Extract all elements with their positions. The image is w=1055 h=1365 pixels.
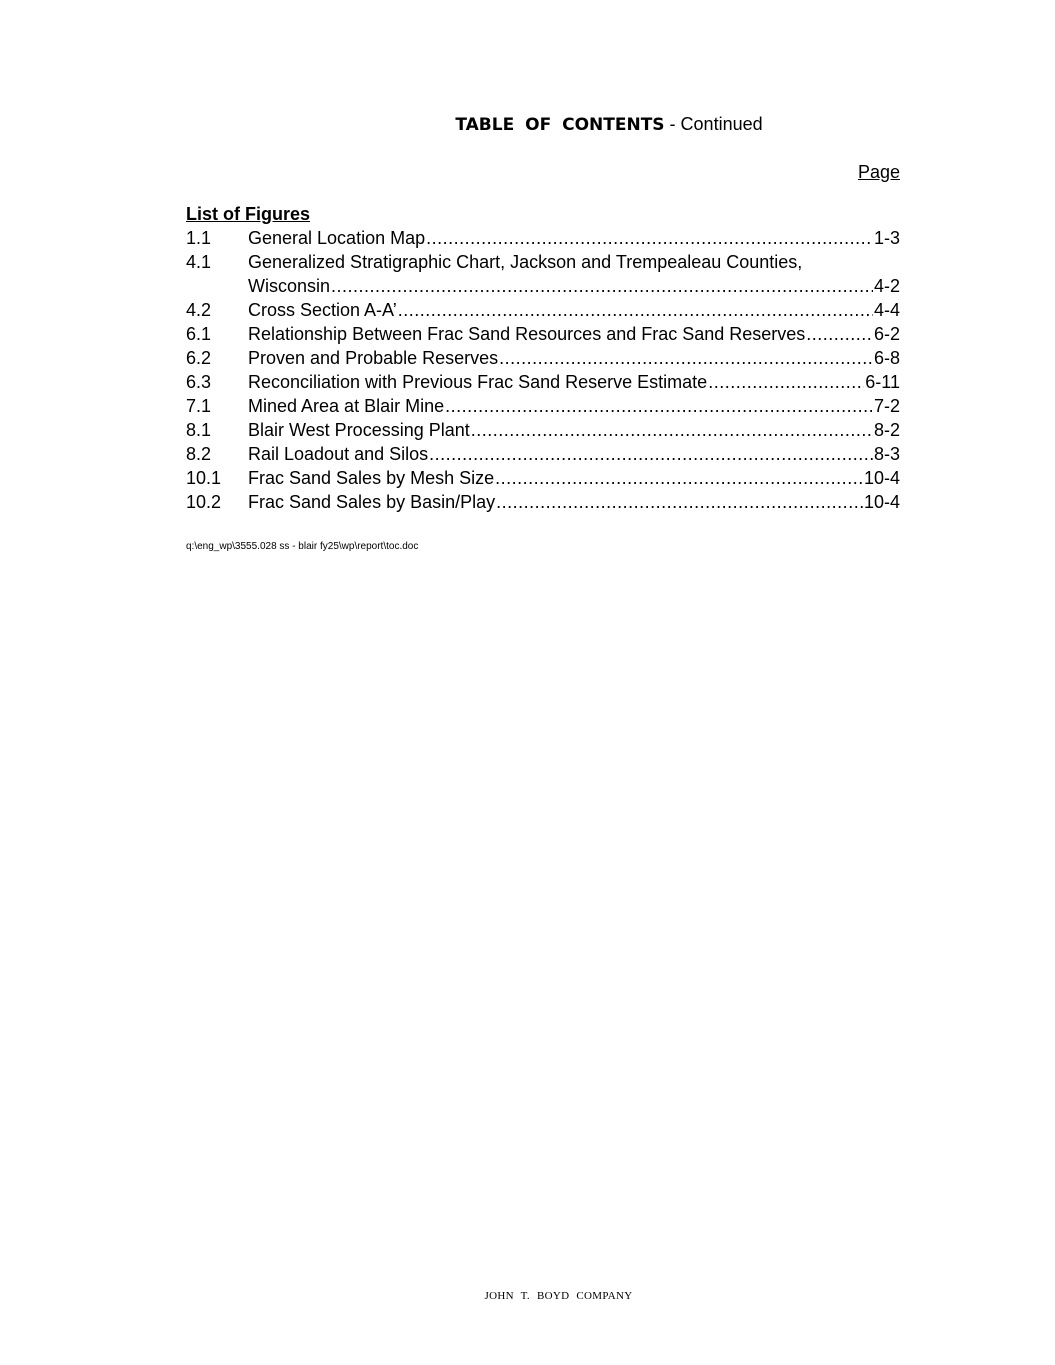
dot-leader [398, 298, 873, 322]
figure-number: 6.1 [186, 324, 212, 344]
entry-body [248, 346, 900, 370]
figure-number: 7.1 [186, 396, 212, 416]
title-continued: - Continued [664, 114, 763, 134]
entry-body [248, 418, 900, 442]
entry-line [248, 226, 900, 250]
dot-leader [495, 466, 863, 490]
entry-line [248, 418, 900, 442]
page-number: 4-4 [873, 300, 900, 320]
page-number: 8-3 [873, 444, 900, 464]
entry-line [248, 370, 900, 394]
figure-number: 4.1 [186, 252, 212, 272]
entry-body [248, 322, 900, 346]
figure-title: Proven and Probable Reserves [248, 348, 499, 368]
entry-line [248, 490, 900, 514]
dot-leader [426, 226, 873, 250]
toc-entry [186, 250, 900, 298]
entry-body [248, 370, 900, 394]
page-number: 4-2 [873, 276, 900, 296]
dot-leader [445, 394, 873, 418]
page-number: 1-3 [873, 228, 900, 248]
figure-title: Frac Sand Sales by Mesh Size [248, 468, 495, 488]
file-path: q:\eng_wp\3555.028 ss - blair fy25\wp\report\toc.doc [186, 541, 419, 552]
dot-leader [496, 490, 863, 514]
entry-line [248, 298, 900, 322]
footer-company: JOHN T. BOYD COMPANY [484, 1290, 633, 1302]
entry-line [248, 442, 900, 466]
figure-number: 10.1 [186, 468, 222, 488]
page-number: 10-4 [863, 468, 900, 488]
toc-entry [186, 418, 900, 442]
toc-entry [186, 322, 900, 346]
figure-number: 8.1 [186, 420, 212, 440]
figure-number: 8.2 [186, 444, 212, 464]
toc-entry [186, 226, 900, 250]
figure-number: 4.2 [186, 300, 212, 320]
dot-leader [806, 322, 873, 346]
figure-number: 6.2 [186, 348, 212, 368]
toc-entry [186, 370, 900, 394]
entry-line [248, 250, 900, 274]
page-column-label: Page [857, 162, 900, 182]
figure-title: Frac Sand Sales by Basin/Play [248, 492, 496, 512]
entry-body [248, 490, 900, 514]
entry-line [248, 394, 900, 418]
entry-body [248, 226, 900, 250]
toc-entry [186, 466, 900, 490]
figure-title: Cross Section A-A’ [248, 300, 397, 320]
toc-entry [186, 394, 900, 418]
dot-leader [471, 418, 873, 442]
entry-body [248, 250, 900, 298]
figure-number: 10.2 [186, 492, 222, 512]
figure-title: Rail Loadout and Silos [248, 444, 429, 464]
figure-title: Relationship Between Frac Sand Resources and Frac Sand Reserves [248, 324, 806, 344]
figure-title: Wisconsin [248, 276, 331, 296]
page-number: 6-8 [873, 348, 900, 368]
page-title [0, 112, 1055, 137]
page-number: 7-2 [873, 396, 900, 416]
entry-line [248, 466, 900, 490]
title-main: TABLE OF CONTENTS [455, 115, 665, 135]
toc-entry [186, 346, 900, 370]
entry-body [248, 394, 900, 418]
toc-entry [186, 490, 900, 514]
toc-entry [186, 442, 900, 466]
entry-body [248, 466, 900, 490]
dot-leader [331, 274, 873, 298]
page-number: 6-11 [865, 372, 900, 392]
figure-number: 1.1 [186, 228, 212, 248]
entry-line [248, 274, 900, 298]
toc-entry [186, 298, 900, 322]
figure-title: Generalized Stratigraphic Chart, Jackson and Trempealeau Counties, [248, 252, 803, 272]
dot-leader [429, 442, 873, 466]
section-heading: List of Figures [186, 204, 311, 224]
page-number: 10-4 [863, 492, 900, 512]
figure-title: Blair West Processing Plant [248, 420, 470, 440]
entry-body [248, 442, 900, 466]
entry-line [248, 322, 900, 346]
page-number: 6-2 [873, 324, 900, 344]
dot-leader [499, 346, 873, 370]
figure-title: General Location Map [248, 228, 426, 248]
figure-title: Mined Area at Blair Mine [248, 396, 445, 416]
figures-list [186, 226, 900, 514]
dot-leader [708, 370, 864, 394]
figure-number: 6.3 [186, 372, 212, 392]
page-number: 8-2 [873, 420, 900, 440]
figure-title: Reconciliation with Previous Frac Sand Reserve Estimate [248, 372, 708, 392]
entry-body [248, 298, 900, 322]
entry-line [248, 346, 900, 370]
